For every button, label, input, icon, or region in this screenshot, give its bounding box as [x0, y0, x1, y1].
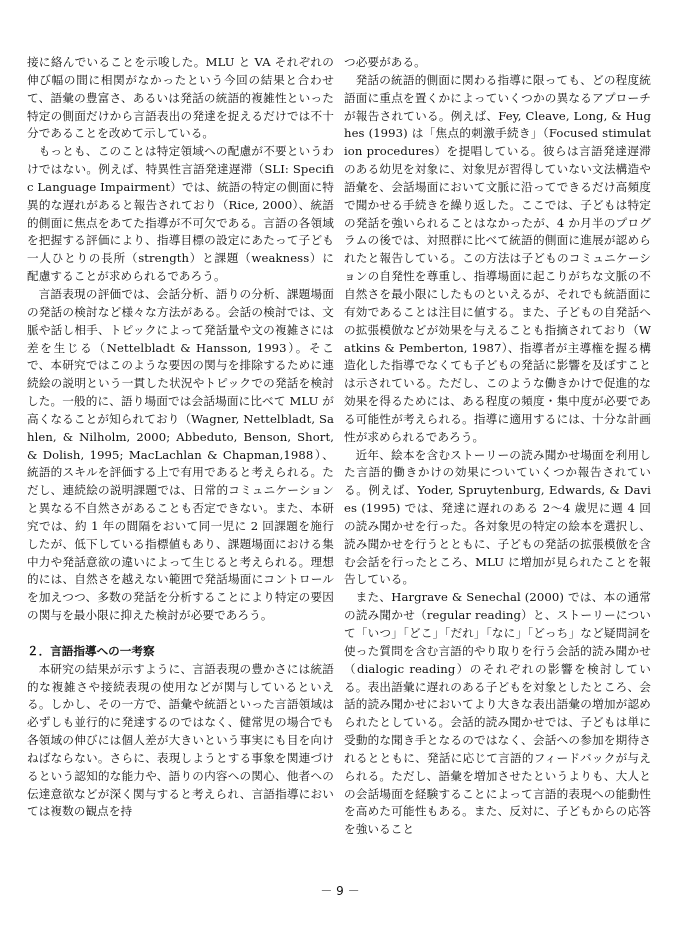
- left-paragraph-2: もっとも、このことは特定領域への配慮が不要というわけではない。例えば、特異性言語発達遅滞（SLI: Specific Language Impairment）では、統語の特定の側面に特異的な遅れがあると報告されており（Rice, 2000）、統語的側面に焦点をあてた指導が不可欠である。言語の各領域を把握する評価により、指導目標の設定にあたって子ども一人ひとりの長所（strength）と課題（weakness）に配慮することが求められるであろう。: [27, 144, 334, 284]
- right-paragraph-1: つ必要がある。: [344, 55, 426, 69]
- left-column: [27, 54, 334, 821]
- right-column: [344, 54, 651, 839]
- right-paragraph-2: 発話の統語的側面に関わる指導に限っても、どの程度統語面に重点を置くかによっていくつかの異なるアプローチが報告されている。例えば、Fey, Cleave, Long, & Hughes (1993) は「焦点的刺激手続き」（Focused stimulation procedures）を提唱している。彼らは言語発達遅滞のある幼児を対象に、対象児が習得していない文法構造や語彙を、会話場面において文脈に沿ってできるだけ高頻度で聞かせる手続きを繰り返した。ここでは、子どもは特定の発話を強いられることはなかったが、4 か月半のプログラムの後では、対照群に比べて統語的側面に進展が認められたと報告している。この方法は子どものコミュニケーションの自発性を尊重し、指導場面に起こりがちな文脈の不自然さを最小限にしたものといえるが、それでも統語面に有効であることは注目に値する。また、子どもの自発話への拡張模倣などが効果を与えることも指摘されており（Watkins & Pemberton, 1987）、指導者が主導権を握る構造化した指導でなくても子どもの発話に影響を及ぼすことは示されている。ただし、このような働きかけで促進的な効果を得るためには、ある程度の頻度・集中度が必要である可能性が考えられる。指導に適用するには、十分な計画性が求められるであろう。: [344, 72, 651, 444]
- page-number: － 9 －: [320, 884, 360, 898]
- left-paragraph-1: 接に絡んでいることを示唆した。MLU と VA それぞれの伸び幅の間に相関がなかったという今回の結果と合わせて、語彙の豊富さ、あるいは発話の統語的複雑性といった特定の側面だけから言語表出の発達を捉えるだけでは不十分であることを改めて示している。: [27, 55, 334, 141]
- left-paragraph-3: 言語表現の評価では、会話分析、語りの分析、課題場面の発話の検討など様々な方法がある。会話の検討では、文脈や話し相手、トピックによって発話量や文の複雑さには差を生じる（Nettelbladt & Hansson, 1993）。そこで、本研究ではこのような要因の関与を排除するために連続絵の説明という一貫した状況やトピックでの発話を検討した。一般的に、語り場面では会話場面に比べて MLU が高くなることが知られており（Wagner, Nettelbladt, Sahlen, & Nilholm, 2000; Abbeduto, Benson, Short, & Dolish, 1995; MacLachlan & Chapman,1988）、統語的スキルを評価する上で有用であると考えられる。ただし、連続絵の説明課題では、日常的コミュニケーションと異なる不自然さがあることも否定できない。また、本研究では、約 1 年の間隔をおいて同一児に 2 回課題を施行したが、低下している指標値もあり、課題場面における集中力や発話意欲の違いによって生じると考えられる。理想的には、自然さを越えない範囲で発話場面にコントロールを加えつつ、多数の発話を分析することにより特定の要因の関与を最小限に抑えた検討が必要であろう。: [27, 286, 334, 623]
- left-paragraph-4: 本研究の結果が示すように、言語表現の豊かさには統語的な複雑さや接続表現の使用などが関与しているといえる。しかし、その一方で、語彙や統語といった言語領域は必ずしも並行的に発達するのではなく、健常児の場合でも各領域の伸びには個人差が大きいという事実にも目を向けねばならない。さらに、表現しようとする事象を関連づけるという認知的な能力や、語りの内容への関心、他者への伝達意欲などが深く関与すると考えられ、言語指導においては複数の観点を持: [27, 661, 334, 819]
- right-paragraph-4: また、Hargrave & Senechal (2000) では、本の通常の読み聞かせ（regular reading）と、ストーリーについて「いつ」「どこ」「だれ」「なに」「どっち」など疑問詞を使った質問を含む言語的やり取りを行う会話的読み聞かせ（dialogic reading）のそれぞれの影響を検討している。表出語彙に遅れのある子どもを対象としたところ、会話的読み聞かせにおいてより大きな表出語彙の増加が認められたとしている。会話的読み聞かせでは、子どもは単に受動的な聞き手となるのではなく、会話への参加を期待されるとともに、発話に応じて言語的フィードバックが与えられる。ただし、語彙を増加させたというよりも、大人との会話場面を経験することによって言語的表現への能動性を高めた可能性もある。また、反対に、子どもからの応答を強いること: [344, 590, 651, 837]
- right-paragraph-3: 近年、絵本を含むストーリーの読み聞かせ場面を利用した言語的働きかけの効果についていくつか報告されている。例えば、Yoder, Spruytenburg, Edwards, & Davies (1995) では、発達に遅れのある 2～4 歳児に週 4 回の読み聞かせを行った。各対象児の特定の絵本を選択し、読み聞かせを行うとともに、子どもの発話の拡張模倣を含む会話を行ったところ、MLU に増加が見られたことを報告している。: [344, 447, 651, 587]
- section-heading: ２．言語指導への一考察: [27, 643, 155, 658]
